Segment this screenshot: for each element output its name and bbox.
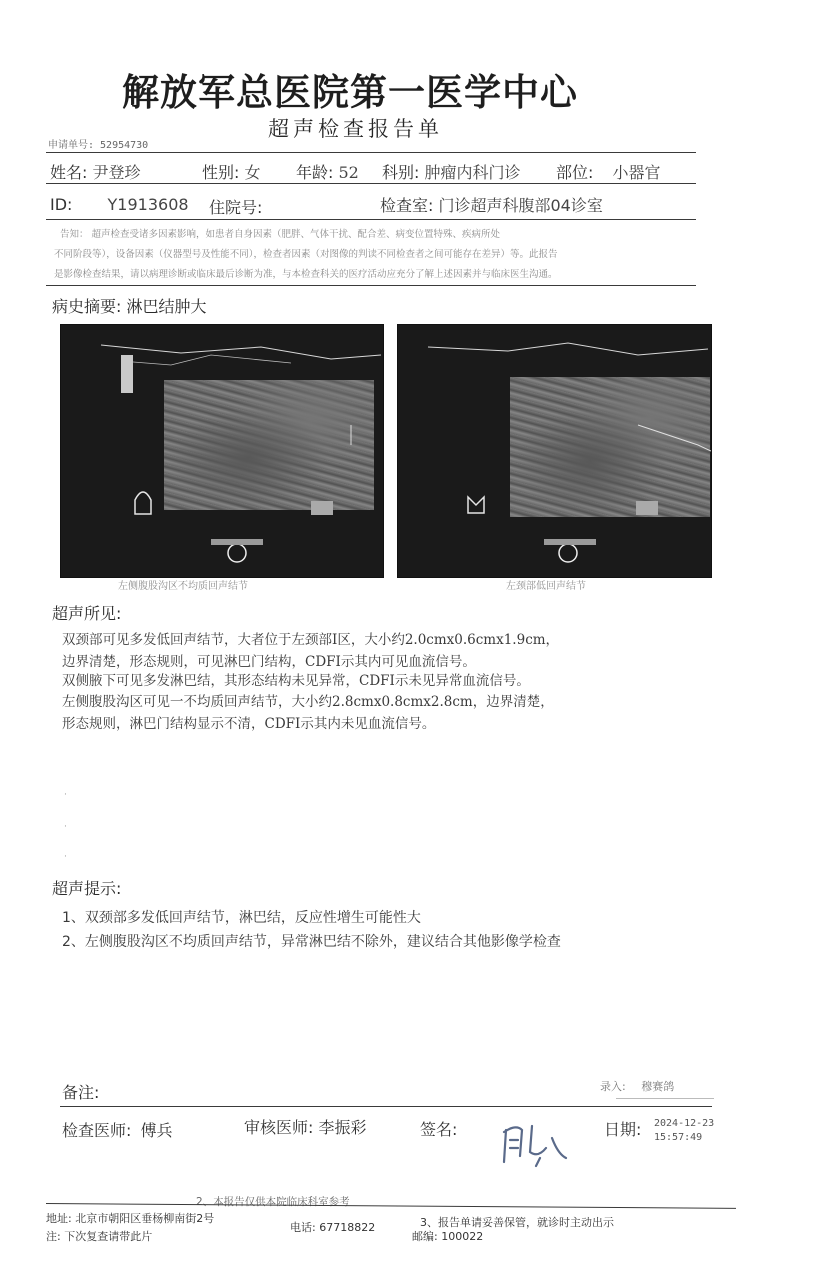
inpatient-label: 住院号: [209, 198, 263, 217]
patient-name: 尹登珍 [92, 163, 141, 182]
findings-line-1: 双颈部可见多发低回声结节，大者位于左颈部Ⅰ区，大小约2.0cmx0.6cmx1.9cm， [62, 632, 560, 648]
findings-line-5: 形态规则，淋巴门结构显示不清，CDFI示其内未见血流信号。 [62, 716, 436, 732]
divider [60, 1106, 712, 1107]
handwritten-signature [496, 1118, 576, 1170]
name-label: 姓名: [50, 163, 88, 182]
notice-line-2: 不同阶段等），设备因素（仪器型号及性能不同），检查者因素（对图像的判读不同检查者之间可能存在差异）等。此报告 [54, 249, 558, 260]
impression-line-1: 1、双颈部多发低回声结节，淋巴结，反应性增生可能性大 [62, 910, 421, 926]
notice-line-1: 告知： 超声检查受诸多因素影响，如患者自身因素（肥胖、气体干扰、配合差、病变位置特殊、疾病所处 [60, 229, 501, 240]
report-title: 超声检查报告单 [268, 117, 443, 141]
ultrasound-caption-1: 左侧腹股沟区不均质回声结节 [118, 581, 248, 592]
request-number: 申请单号: 52954730 [48, 140, 149, 151]
findings-line-4: 左侧腹股沟区可见一不均质回声结节，大小约2.8cmx0.8cmx2.8cm，边界清楚， [62, 694, 554, 710]
footer-note-2: 2、本报告仅供本院临床科室参考 [196, 1196, 350, 1208]
history-label: 病史摘要: [52, 297, 122, 316]
site-field [556, 160, 661, 183]
footer-phone: 电话: 67718822 [290, 1221, 376, 1234]
ultrasound-overlay-2 [398, 325, 711, 577]
ultrasound-overlay-1 [61, 325, 383, 577]
divider [46, 285, 696, 286]
dept-value: 肿瘤内科门诊 [424, 163, 521, 182]
report-time: 15:57:49 [654, 1132, 703, 1143]
footer-next-visit: 注: 下次复查请带此片 [46, 1230, 153, 1243]
speck: · [64, 852, 67, 862]
site-value: 小器官 [612, 163, 661, 182]
gender-value: 女 [244, 163, 261, 182]
report-date: 2024-12-23 [654, 1118, 715, 1129]
inpatient-field [209, 195, 262, 218]
dept-field [382, 160, 521, 183]
id-value: Y1913608 [107, 195, 189, 214]
recorder-label: 录入: [600, 1080, 626, 1093]
divider [46, 183, 696, 184]
divider [46, 152, 696, 153]
review-doctor-name: 李振彩 [318, 1118, 367, 1137]
impression-line-2: 2、左侧腹股沟区不均质回声结节，异常淋巴结不除外，建议结合其他影像学检查 [62, 934, 561, 950]
id-field [50, 195, 189, 214]
id-label: ID: [50, 195, 73, 214]
ultrasound-image-1 [60, 324, 384, 578]
divider [46, 1203, 736, 1209]
ultrasound-image-2 [397, 324, 712, 578]
age-value: 52 [338, 163, 359, 182]
notice-line-3: 是影像检查结果，请以病理诊断或临床最后诊断为准，与本检查科关的医疗活动应充分了解上述因素并与临床医生沟通。 [54, 269, 558, 280]
recorder-name: 穆赛鸽 [641, 1080, 675, 1093]
faint-print-line [616, 1098, 714, 1105]
age-label: 年龄: [296, 163, 334, 182]
findings-line-3: 双侧腋下可见多发淋巴结，其形态结构未见异常，CDFI示未见异常血流信号。 [62, 673, 530, 689]
review-doctor-field [244, 1115, 367, 1138]
room-label: 检查室: [380, 196, 434, 215]
age-field [296, 160, 359, 183]
review-doctor-label: 审核医师: [244, 1118, 314, 1137]
exam-doctor-name: 傅兵 [140, 1121, 173, 1140]
speck: · [64, 790, 67, 800]
findings-line-2: 边界清楚，形态规则，可见淋巴门结构，CDFI示其内可见血流信号。 [62, 654, 476, 670]
gender-field [202, 160, 261, 183]
room-field [380, 193, 603, 216]
date-label: 日期: [604, 1120, 642, 1139]
recorder-field [600, 1078, 674, 1094]
history-value: 淋巴结肿大 [126, 297, 207, 316]
site-label: 部位: [556, 163, 594, 182]
footer-postcode: 邮编: 100022 [412, 1230, 484, 1243]
patient-name-row [50, 160, 141, 183]
exam-doctor-label: 检查医师: [62, 1121, 132, 1140]
remarks-label: 备注: [62, 1083, 100, 1102]
divider [46, 219, 696, 220]
ultrasound-caption-2: 左颈部低回声结节 [506, 581, 586, 592]
gender-label: 性别: [202, 163, 240, 182]
findings-label: 超声所见: [52, 604, 122, 623]
footer-remind: 3、报告单请妥善保管，就诊时主动出示 [420, 1216, 614, 1229]
footer-address: 地址: 北京市朝阳区垂杨柳南街2号 [46, 1212, 215, 1225]
dept-label: 科别: [382, 163, 420, 182]
speck: · [64, 822, 67, 832]
exam-doctor-field [62, 1118, 173, 1141]
impression-label: 超声提示: [52, 879, 122, 898]
history-row [52, 294, 207, 317]
hospital-title: 解放军总医院第一医学中心 [122, 70, 578, 114]
sign-label: 签名: [420, 1120, 458, 1139]
room-value: 门诊超声科腹部04诊室 [438, 196, 603, 215]
